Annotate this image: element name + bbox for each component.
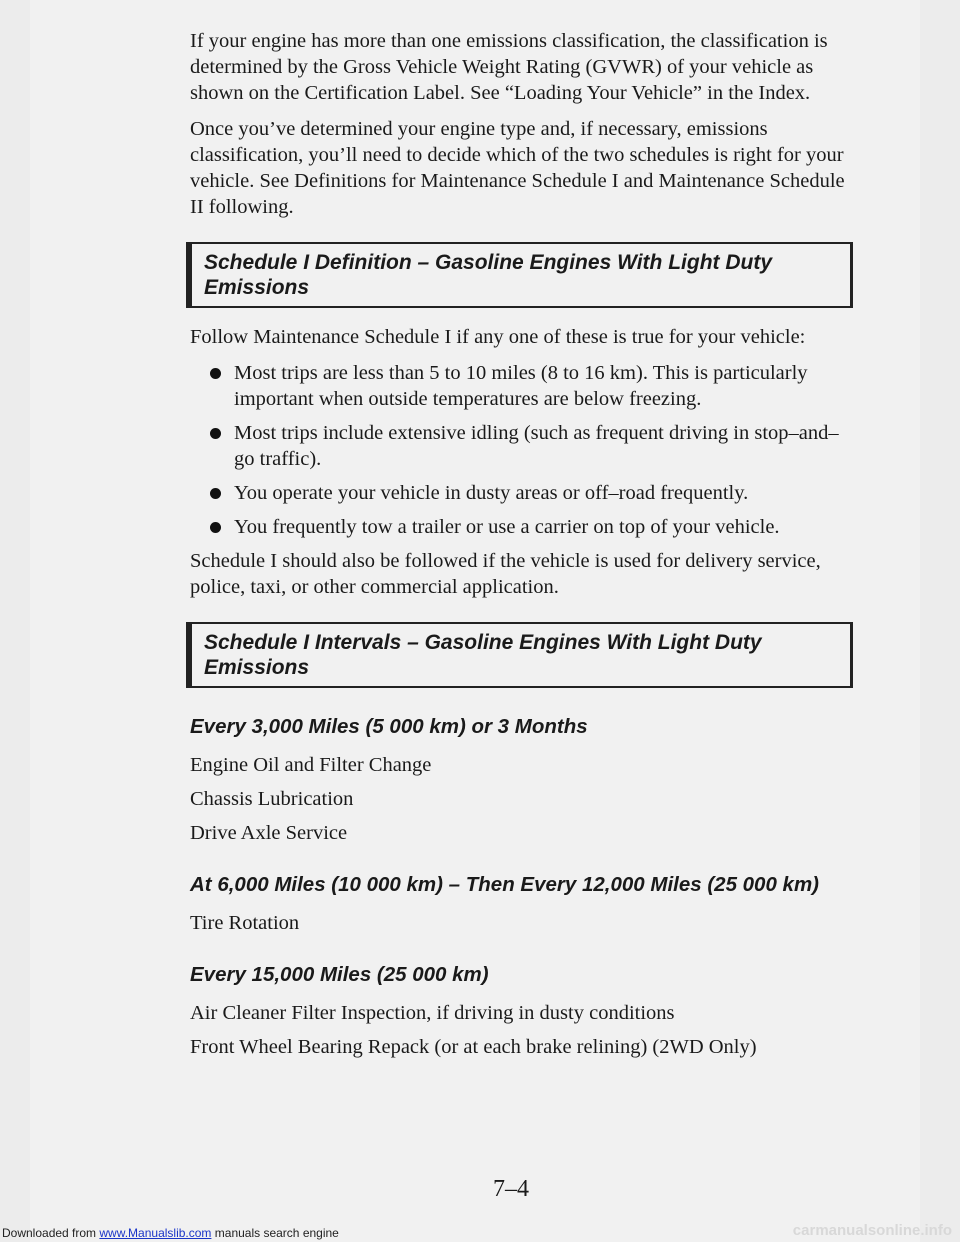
page-content <box>190 28 850 1068</box>
list-item-text: You operate your vehicle in dusty areas or off–road frequently. <box>234 482 749 504</box>
definition-closing: Schedule I should also be followed if the vehicle is used for delivery service, police, taxi, or other commercial application. <box>190 550 821 598</box>
watermark-suffix: manuals search engine <box>211 1226 339 1240</box>
paragraph-gvwr: If your engine has more than one emissions classification, the classification is determined by the Gross Vehicle Weight Rating (GVWR) of your vehicle as shown on the Certification Label. See “Loading Your Vehicle” in the Index. <box>190 30 828 104</box>
site-watermark: carmanualsonline.info <box>792 1222 952 1239</box>
page-number: 7–4 <box>493 1176 529 1202</box>
list-item <box>210 514 850 540</box>
list-item-text: Most trips are less than 5 to 10 miles (8 to 16 km). This is particularly important when outside temperatures are below freezing. <box>234 362 808 410</box>
interval-item: Front Wheel Bearing Repack (or at each brake relining) (2WD Only) <box>190 1036 757 1058</box>
definition-heading-box <box>186 242 853 308</box>
paragraph-schedules: Once you’ve determined your engine type and, if necessary, emissions classification, you’ll need to decide which of the two schedules is right for your vehicle. See Definitions for Maintenance Schedule I and Maintenance Schedule II following. <box>190 118 845 218</box>
list-item <box>210 360 850 412</box>
bullet-icon <box>210 522 221 533</box>
watermark-prefix: Downloaded from <box>2 1226 100 1240</box>
interval-item: Engine Oil and Filter Change <box>190 754 432 776</box>
list-item <box>210 420 850 472</box>
bullet-icon <box>210 488 221 499</box>
interval-item: Air Cleaner Filter Inspection, if driving in dusty conditions <box>190 1002 675 1024</box>
bullet-icon <box>210 428 221 439</box>
interval-title-6000: At 6,000 Miles (10 000 km) – Then Every 12,000 Miles (25 000 km) <box>190 873 820 896</box>
manual-page <box>30 0 920 1242</box>
download-watermark <box>2 1226 339 1240</box>
interval-title-15000: Every 15,000 Miles (25 000 km) <box>190 963 489 986</box>
interval-item: Chassis Lubrication <box>190 788 354 810</box>
bullet-icon <box>210 368 221 379</box>
list-item <box>210 480 850 506</box>
interval-item: Drive Axle Service <box>190 822 348 844</box>
interval-item: Tire Rotation <box>190 912 300 934</box>
manualslib-link[interactable]: www.Manualslib.com <box>99 1226 212 1240</box>
list-item-text: Most trips include extensive idling (such as frequent driving in stop–and–go traffic). <box>234 422 839 470</box>
interval-title-3000: Every 3,000 Miles (5 000 km) or 3 Months <box>190 715 588 738</box>
definition-bullet-list <box>190 360 850 540</box>
intervals-heading-box <box>186 622 853 688</box>
definition-intro: Follow Maintenance Schedule I if any one of these is true for your vehicle: <box>190 326 806 348</box>
definition-heading: Schedule I Definition – Gasoline Engines With Light Duty Emissions <box>204 251 773 299</box>
intervals-heading: Schedule I Intervals – Gasoline Engines With Light Duty Emissions <box>204 631 762 679</box>
list-item-text: You frequently tow a trailer or use a carrier on top of your vehicle. <box>234 516 780 538</box>
